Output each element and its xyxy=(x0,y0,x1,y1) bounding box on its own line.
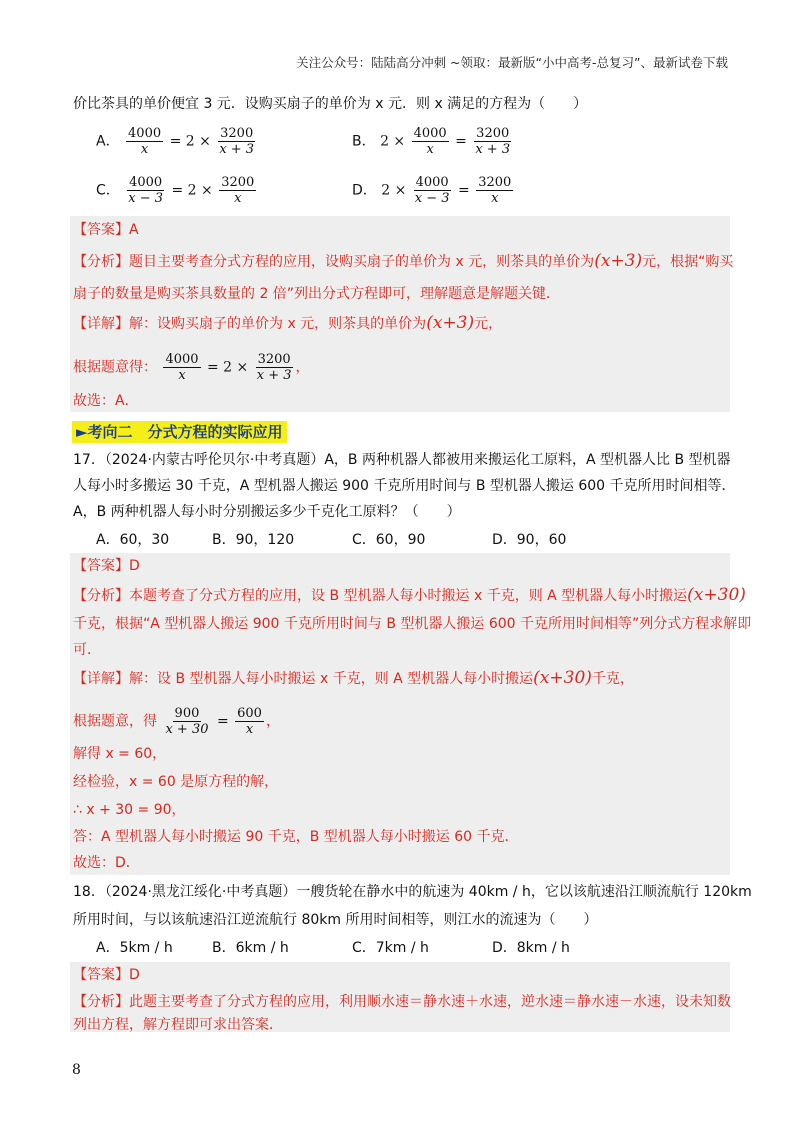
q17-stem-line2: 人每小时多搬运 30 千克，A 型机器人搬运 900 千克所用时间与 B 型机器人搬运 600 千克所用时间相等． xyxy=(73,478,736,494)
fraction: $\frac{4000}{x - 3}$ xyxy=(128,175,163,206)
q16-option-c[interactable]: C． $\frac{4000}{x - 3}$ = 2 × $\frac{3200}{x}$ xyxy=(96,175,255,206)
q17-analysis-line2: 千克，根据“A 型机器人搬运 900 千克所用时间与 B 型机器人搬运 600 千克所用时间相等”列分式方程求解即 xyxy=(73,616,752,632)
q17-option-c[interactable]: C．60，90 xyxy=(352,532,426,548)
q17-analysis-line1: 【分析】本题考查了分式方程的应用，设 B 型机器人每小时搬运 x 千克，则 A 型机器人每小时搬运(x+30) xyxy=(73,585,746,605)
q18-analysis-line1: 【分析】此题主要考查了分式方程的应用，利用顺水速＝静水速＋水速，逆水速＝静水速－水速，设未知数 xyxy=(73,994,731,1010)
q18-option-c[interactable]: C．7km / h xyxy=(352,940,429,956)
fraction: $\frac{4000}{x}$ xyxy=(165,352,199,383)
q17-stem-line3: A，B 两种机器人每小时分别搬运多少千克化工原料？（ ） xyxy=(73,504,461,520)
fraction: $\frac{4000}{x}$ xyxy=(128,126,162,157)
fraction: $\frac{3200}{x}$ xyxy=(221,175,255,206)
q16-stem-tail: 价比茶具的单价便宜 3 元．设购买扇子的单价为 x 元．则 x 满足的方程为（ ） xyxy=(73,96,588,112)
q17-option-d[interactable]: D．90，60 xyxy=(492,532,567,548)
q16-detail-equation: 根据题意得： $\frac{4000}{x}$ = 2 × $\frac{3200}{x + 3}$ ， xyxy=(73,352,310,383)
q16-conclusion: 故选：A． xyxy=(73,393,139,409)
q16-option-b[interactable]: B． 2 × $\frac{4000}{x}$ = $\frac{3200}{x + 3}$ xyxy=(352,126,511,157)
q18-option-d[interactable]: D．8km / h xyxy=(492,940,570,956)
fraction: $\frac{900}{x + 30}$ xyxy=(165,706,209,737)
q18-option-b[interactable]: B．6km / h xyxy=(212,940,289,956)
fraction: $\frac{3200}{x + 3}$ xyxy=(219,126,255,157)
q17-conclusion: 故选：D． xyxy=(73,855,140,871)
q17-detail-line1: 【详解】解：设 B 型机器人每小时搬运 x 千克，则 A 型机器人每小时搬运(x+30)千克， xyxy=(73,668,634,688)
q18-stem-line2: 所用时间，与以该航速沿江逆流航行 80km 所用时间相等，则江水的流速为（ ） xyxy=(73,912,598,928)
page-header: 关注公众号：陆陆高分冲刺 ~领取：最新版“小中高考-总复习”、最新试卷下载 xyxy=(296,55,728,70)
q18-stem-line1: 18．（2024·黑龙江绥化·中考真题）一艘货轮在静水中的航速为 40km / h，它以该航速沿江顺流航行 120km xyxy=(73,884,752,900)
q18-option-a[interactable]: A．5km / h xyxy=(96,940,173,956)
q18-answer: 【答案】D xyxy=(73,967,140,983)
q17-option-a[interactable]: A．60，30 xyxy=(96,532,170,548)
triangle-arrow-icon: ► xyxy=(76,423,88,441)
page-number: 8 xyxy=(72,1062,81,1078)
q17-final-answer: 答：A 型机器人每小时搬运 90 千克，B 型机器人每小时搬运 60 千克． xyxy=(73,829,519,845)
q16-detail-line1: 【详解】解：设购买扇子的单价为 x 元，则茶具的单价为(x+3)元， xyxy=(73,313,503,333)
q17-solve: 解得 x = 60， xyxy=(73,746,167,762)
q16-analysis-line2: 扇子的数量是购买茶具数量的 2 倍”列出分式方程即可，理解题意是解题关键． xyxy=(73,286,561,302)
q16-option-d[interactable]: D． 2 × $\frac{4000}{x - 3}$ = $\frac{3200}{x}$ xyxy=(352,175,512,206)
fraction: $\frac{4000}{x - 3}$ xyxy=(414,175,450,206)
q17-stem-line1: 17．（2024·内蒙古呼伦贝尔·中考真题）A，B 两种机器人都被用来搬运化工原料，A 型机器人比 B 型机器 xyxy=(73,452,731,468)
fraction: $\frac{600}{x}$ xyxy=(237,706,262,737)
fraction: $\frac{3200}{x}$ xyxy=(478,175,512,206)
fraction: $\frac{3200}{x + 3}$ xyxy=(475,126,511,157)
q17-detail-equation: 根据题意，得 $\frac{900}{x + 30}$ = $\frac{600}{x}$ ， xyxy=(73,706,280,737)
q16-answer: 【答案】A xyxy=(73,222,139,238)
q17-check: 经检验，x = 60 是原方程的解， xyxy=(73,774,279,790)
section-heading: ►考向二 分式方程的实际应用 xyxy=(72,421,287,443)
q16-analysis-line1: 【分析】题目主要考查分式方程的应用，设购买扇子的单价为 x 元，则茶具的单价为(x+3)元，根据“购买 xyxy=(73,251,734,271)
q17-answer: 【答案】D xyxy=(73,558,140,574)
q17-therefore: ∴ x + 30 = 90， xyxy=(73,802,186,818)
fraction: $\frac{3200}{x + 3}$ xyxy=(256,352,292,383)
q17-analysis-line3: 可． xyxy=(73,642,101,658)
fraction: $\frac{4000}{x}$ xyxy=(413,126,447,157)
q18-analysis-line2: 列出方程，解方程即可求出答案． xyxy=(73,1017,283,1033)
q17-option-b[interactable]: B．90，120 xyxy=(212,532,295,548)
q16-option-a[interactable]: A． $\frac{4000}{x}$ = 2 × $\frac{3200}{x + 3}$ xyxy=(96,126,255,157)
